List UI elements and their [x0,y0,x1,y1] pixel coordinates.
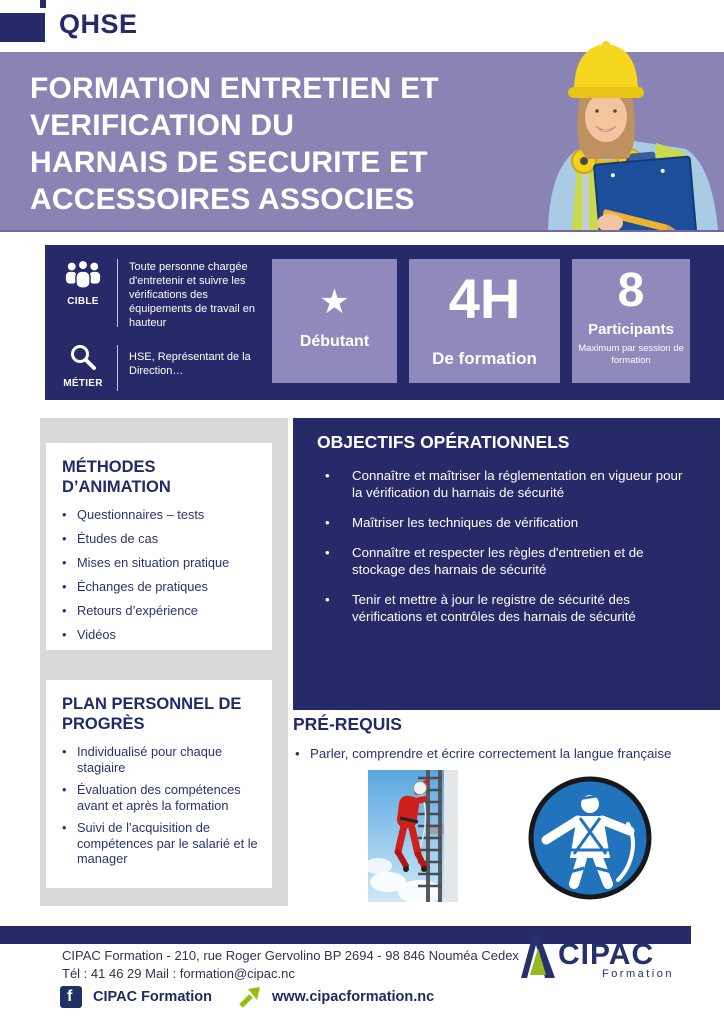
left-column-panel [40,418,288,906]
list-item: • Évaluation des compétences avant et après la formation [62,782,260,813]
qhse-square [0,13,45,42]
cible-label: CIBLE [67,296,99,307]
footer-contact: Tél : 41 46 29 Mail : formation@cipac.nc [62,966,295,981]
methodes-card [46,443,272,650]
level-card [272,259,397,383]
footer-address: CIPAC Formation - 210, rue Roger Gervolino BP 2694 - 98 846 Nouméa Cedex [62,948,519,963]
info-strip [45,245,724,400]
course-title [30,70,439,218]
participants-label: Participants [588,321,674,338]
objectifs-list [317,467,692,625]
cipac-logo-subtext: Formation [601,968,674,980]
list-item: • Tenir et mettre à jour le registre de sécurité des vérifications et contrôles des harnais de sécurité [317,591,692,625]
magnifier-icon [69,343,97,371]
cible-block [57,259,109,307]
methodes-title: MÉTHODES D’ANIMATION [62,458,171,496]
list-item: • Études de cas [62,531,260,547]
website-arrow-icon [238,986,262,1008]
corner-tab [40,0,46,8]
plan-title: PLAN PERSONNEL DE PROGRÈS [62,695,242,733]
participants-note: Maximum par session de formation [578,343,684,366]
duration-value: 4H [448,267,521,330]
cipac-logo-mark [521,934,555,978]
list-item: • Parler, comprendre et écrire correctement la langue française [293,745,720,762]
prerequis-section [293,714,720,762]
list-item: • Questionnaires – tests [62,507,260,523]
course-title-line: ACCESSOIRES ASSOCIES [30,183,415,216]
metier-block [57,343,109,389]
duration-label: De formation [432,349,537,368]
metier-text: HSE, Représentant de la Direction… [129,351,251,377]
duration-card [409,259,560,383]
list-item: • Retours d’expérience [62,603,260,619]
course-title-line: FORMATION ENTRETIEN ET [30,72,439,105]
facebook-icon[interactable] [60,986,82,1008]
prerequis-title: PRÉ-REQUIS [293,714,402,734]
divider [117,345,118,391]
participants-card [572,259,690,383]
list-item: • Connaître et respecter les règles d'entretien et de stockage des harnais de sécurité [317,544,692,578]
list-item: • Connaître et maîtriser la réglementation en vigueur pour la vérification du harnais de sécurité [317,467,692,501]
trainee-photo [544,37,724,230]
list-item: • Mises en situation pratique [62,555,260,571]
divider [117,259,118,327]
climber-photo [368,770,458,902]
methodes-list [62,507,260,643]
objectifs-box [293,418,720,710]
course-title-line: VERIFICATION DU [30,109,295,142]
prerequis-list [293,745,720,762]
category-label: QHSE [59,9,138,39]
list-item: • Échanges de pratiques [62,579,260,595]
people-group-icon [63,259,103,289]
list-item: • Maîtriser les techniques de vérification [317,514,692,531]
metier-label: MÉTIER [63,378,103,389]
plan-list [62,744,260,867]
plan-card [46,680,272,888]
level-label: Débutant [299,333,370,350]
course-title-line: HARNAIS DE SECURITE ET [30,146,428,179]
list-item: • Individualisé pour chaque stagiaire [62,744,260,775]
cible-text: Toute personne chargée d'entretenir et suivre les vérifications des équipements de travail en hauteur [129,261,255,329]
cipac-logo-text: CIPAC [558,938,655,971]
objectifs-title: OBJECTIFS OPÉRATIONNELS [317,432,570,452]
list-item: • Vidéos [62,627,260,643]
list-item: • Suivi de l’acquisition de compétences par le salarié et le manager [62,820,260,867]
safety-harness-sign [524,774,656,902]
facebook-page-link[interactable]: CIPAC Formation [93,989,212,1005]
star-icon: ★ [319,283,350,321]
website-link[interactable]: www.cipacformation.nc [272,989,435,1005]
participants-value: 8 [617,264,645,317]
